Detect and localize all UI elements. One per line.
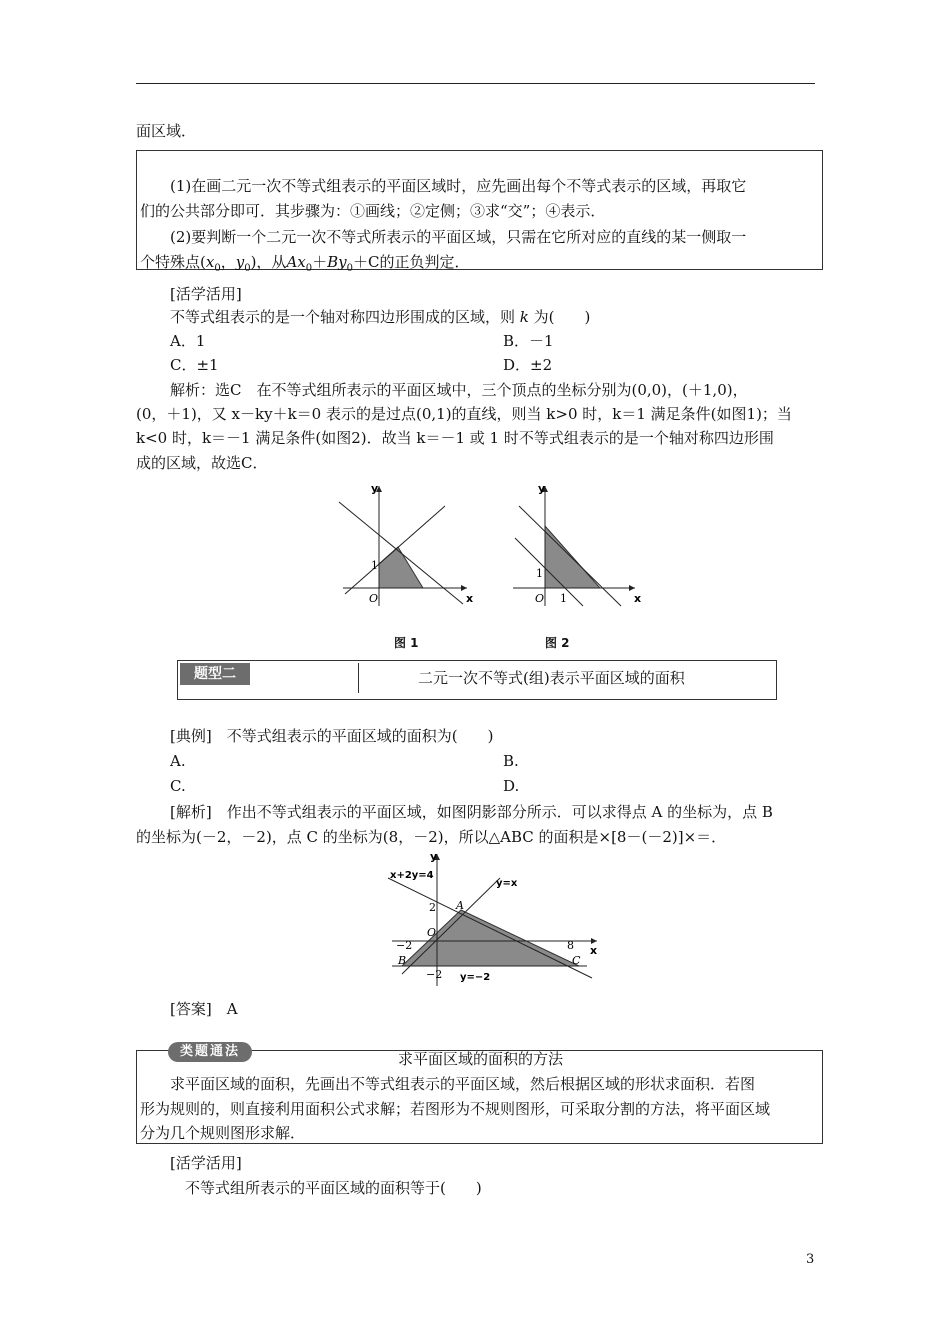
fig3-tick-8: 8 bbox=[567, 939, 574, 952]
header-rule bbox=[136, 83, 815, 84]
practice1-solution-line2: (0，＋1)，又 x－ky＋k＝0 表示的是过点(0,1)的直线，则当 k>0 时，k＝1 满足条件(如图1)；当 bbox=[136, 405, 792, 423]
fig3-x-label: x bbox=[590, 944, 598, 957]
figure-3 bbox=[382, 848, 607, 988]
practice1-question: 不等式组表示的是一个轴对称四边形围成的区域，则 k 为( ) bbox=[170, 308, 591, 326]
fig3-origin: O bbox=[427, 926, 437, 939]
fig2-tick-x1: 1 bbox=[560, 592, 567, 605]
fig3-point-c: C bbox=[572, 954, 581, 967]
fig2-x-label: x bbox=[634, 592, 642, 605]
opening-line: 面区域． bbox=[136, 122, 197, 140]
practice1-option-a: A．1 bbox=[170, 332, 206, 350]
example-analysis-line1: [解析] 作出不等式组表示的平面区域，如图阴影部分所示．可以求得点 A 的坐标为，点 B bbox=[170, 803, 773, 821]
practice1-solution-line3: k<0 时，k＝－1 满足条件(如图2)．故当 k＝－1 或 1 时不等式组表示的是一个轴对称四边形围 bbox=[136, 429, 774, 447]
fig2-origin: O bbox=[535, 592, 545, 605]
fig1-tick-1: 1 bbox=[371, 559, 378, 572]
banner-title: 二元一次不等式(组)表示平面区域的面积 bbox=[418, 669, 685, 687]
figure-1 bbox=[335, 478, 475, 608]
fig2-shaded-region bbox=[545, 526, 600, 588]
practice2-tag: [活学活用] bbox=[170, 1154, 242, 1172]
fig2-tick-y1: 1 bbox=[536, 567, 543, 580]
practice1-option-c: C．±1 bbox=[170, 356, 219, 374]
note-p2-a: (2)要判断一个二元一次不等式所表示的平面区域，只需在它所对应的直线的某一侧取一 bbox=[170, 228, 747, 246]
example-option-c: C. bbox=[170, 777, 186, 795]
fig1-y-label: y bbox=[371, 482, 379, 495]
practice2-question: 不等式组所表示的平面区域的面积等于( ) bbox=[185, 1179, 482, 1197]
page-number: 3 bbox=[806, 1252, 815, 1267]
fig3-label-line1: x+2y=4 bbox=[390, 870, 434, 881]
example-option-b: B. bbox=[503, 752, 519, 770]
fig3-y-label: y bbox=[430, 850, 438, 863]
fig3-tick-2: 2 bbox=[429, 901, 436, 914]
fig3-tick-minus2-x: −2 bbox=[396, 939, 413, 952]
example-option-d: D. bbox=[503, 777, 520, 795]
fig3-label-line2: y=x bbox=[496, 878, 518, 889]
method-title: 求平面区域的面积的方法 bbox=[398, 1050, 564, 1068]
banner-tag: 题型二 bbox=[180, 663, 250, 685]
method-pill: 类题通法 bbox=[168, 1042, 252, 1062]
practice1-option-b: B．－1 bbox=[503, 332, 554, 350]
note-p2-b: 个特殊点($x_0$，$y_0$)，从$Ax_0+By_0+C$的正负判定． bbox=[140, 253, 470, 274]
example-analysis-line2: 的坐标为(－2，－2)，点 C 的坐标为(8，－2)，所以△ABC 的面积是×[8－(－2)]×＝． bbox=[136, 828, 727, 846]
method-line1: 求平面区域的面积，先画出不等式组表示的平面区域，然后根据区域的形状求面积．若图 bbox=[170, 1075, 756, 1093]
example-question: [典例] 不等式组表示的平面区域的面积为( ) bbox=[170, 727, 494, 745]
fig3-point-a: A bbox=[456, 899, 464, 912]
fig3-label-line3: y=−2 bbox=[460, 972, 491, 983]
practice1-option-d: D．±2 bbox=[503, 356, 553, 374]
fig3-tick-minus2-y: −2 bbox=[426, 968, 443, 981]
method-line3: 分为几个规则图形求解． bbox=[140, 1124, 306, 1142]
fig3-point-b: B bbox=[398, 954, 407, 967]
note-p1-b: 们的公共部分即可．其步骤为：①画线；②定侧；③求“交”；④表示． bbox=[140, 202, 606, 220]
fig2-y-label: y bbox=[538, 482, 546, 495]
figure-1-caption: 图 1 bbox=[394, 636, 419, 650]
fig2-line-a bbox=[519, 506, 621, 606]
figure-2-caption: 图 2 bbox=[545, 636, 570, 650]
example-answer: [答案] A bbox=[170, 1000, 238, 1018]
practice1-solution-line1: 解析：选C 在不等式组所表示的平面区域中，三个顶点的坐标分别为(0,0)，(＋1,0)， bbox=[170, 381, 748, 399]
figure-2 bbox=[505, 478, 645, 608]
practice1-solution-line4: 成的区域，故选C． bbox=[136, 454, 268, 472]
practice1-tag: [活学活用] bbox=[170, 285, 242, 303]
fig1-x-label: x bbox=[466, 592, 474, 605]
example-option-a: A. bbox=[170, 752, 186, 770]
fig1-line-falling bbox=[339, 502, 463, 604]
banner-divider bbox=[358, 663, 359, 693]
fig1-origin: O bbox=[369, 592, 379, 605]
method-line2: 形为规则的，则直接利用面积公式求解；若图形为不规则图形，可采取分割的方法，将平面区域 bbox=[140, 1100, 771, 1118]
note-p1-a: (1)在画二元一次不等式组表示的平面区域时，应先画出每个不等式表示的区域，再取它 bbox=[170, 177, 747, 195]
